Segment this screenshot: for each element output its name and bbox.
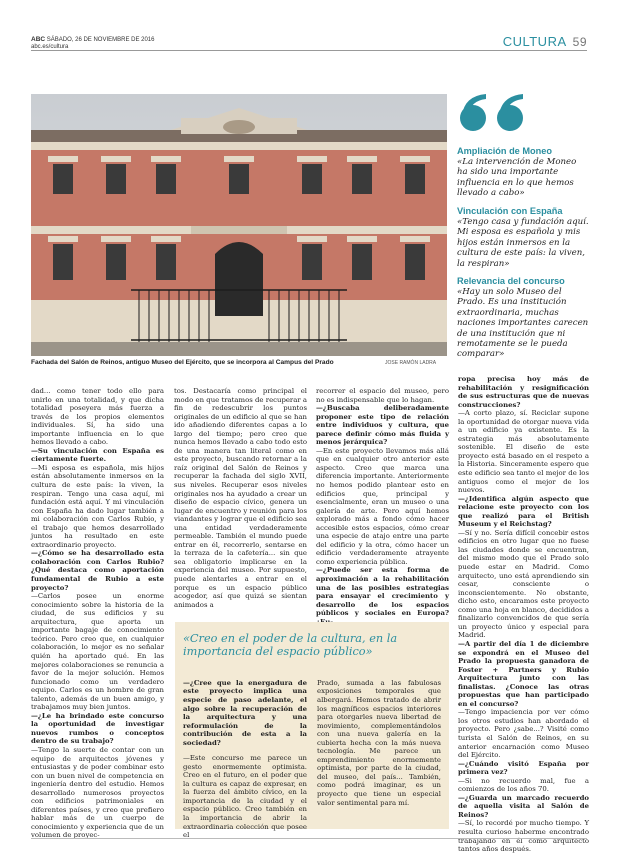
footer-rule xyxy=(31,838,587,839)
photo-caption: Fachada del Salón de Reinos, antiguo Museo del Ejército, que se incorpora al Campus del Prado xyxy=(31,359,334,366)
article-paragraph xyxy=(458,640,589,708)
pull-column-1 xyxy=(183,672,307,847)
pull-column-2 xyxy=(317,672,441,814)
interview-answer: —Sí y no. Sería difícil concebir estos edificios en otro lugar que no fuese las ciudades donde se encuentran, del mismo modo que el Prado solo puede estar en Madrid. Como arquitecto, uno está aprendiendo sin cesar, consciente o inconscientemente. No obstante, dicho esto, encaramos este proyecto como una hoja en blanco, decididos a finalizarlo convencidos de que sería un proyecto único y especial para Madrid. xyxy=(458,528,589,640)
interview-answer: —Carlos posee un enorme conocimiento sobre la historia de la ciudad, de sus edificios y su arquitectura, que aporta un importante bagaje de conocimiento teórico. Pero creo que, en cualquier colaboración, lo mejor es no señalar quién ha aportado qué. En las mejores colaboraciones se renuncia a favor de la mejor solución. Hemos funcionado como un verdadero equipo. Carlos es un hombre de gran talento, además de un buen amigo, y trabajamos muy bien juntos. xyxy=(31,592,164,712)
interview-question: —¿Guarda un marcado recuerdo de aquella visita al Salón de Reinos? xyxy=(458,793,589,819)
pull-quote-box xyxy=(175,622,449,840)
interview-answer: —En este proyecto llevamos más allá que en cualquier otro anterior este aspecto. Creo que marca una diferencia importante. Anteriormente no hemos podido plantear esto en edificios que, principal y esencialmente, eran un museo o una galería de arte. Pero aquí hemos explorado más a fondo cómo hacer accesible estos espacios, cómo crear una especie de atajo entre una parte del edificio y la otra, cómo hacer un edificio verdaderamente atrayente como experiencia pública. xyxy=(316,446,449,566)
sidebar-block-concurso xyxy=(457,276,589,360)
article-paragraph xyxy=(458,819,589,853)
interview-answer: —Si no recuerdo mal, fue a comienzos de los años 70. xyxy=(458,776,589,794)
article-paragraph xyxy=(31,447,164,464)
article-paragraph xyxy=(31,712,164,746)
interview-question: —¿Puede ser esta forma de aproximación a la rehabilitación una de las posibles estrategias para ensayar el crecimiento y desarrollo de los espacios públicos y sociales en Europa? xyxy=(316,566,449,618)
article-paragraph xyxy=(31,746,164,840)
article-paragraph xyxy=(31,592,164,712)
section-title: CULTURA xyxy=(502,34,567,49)
header-rule xyxy=(31,50,587,51)
interview-question: —A partir del día 1 de diciembre se expondrá en el Museo del Prado la propuesta ganadora de Foster + Partners y Rubio Arquitectura junto con las finalistas. ¿Conoce las otras propuestas que han participado en el concurso? xyxy=(458,639,589,708)
article-paragraph xyxy=(316,404,449,447)
article-paragraph xyxy=(316,447,449,567)
building-illustration xyxy=(31,94,447,356)
article-paragraph xyxy=(316,387,449,404)
article-paragraph xyxy=(183,679,307,747)
article-paragraph xyxy=(458,777,589,794)
interview-answer: recorrer el espacio del museo, pero no es indispensable que lo hagan. xyxy=(316,387,449,404)
interview-question: —¿Cómo se ha desarrollado esta colaboración con Carlos Rubio? ¿Qué destaca como aportación fundamental de Rubio a este proyecto? xyxy=(31,549,164,592)
article-paragraph xyxy=(31,549,164,592)
article-paragraph xyxy=(31,387,164,447)
interview-question: —¿Buscaba deliberadamente proponer este tipo de relación entre individuos y cultura, que parece definir cómo más fluida y menos jerárquica? xyxy=(316,404,449,447)
header-date: SÁBADO, 26 DE NOVIEMBRE DE 2016 xyxy=(46,37,155,43)
sidebar-quote: «La intervención de Moneo ha sido una importante influencia en lo que hemos llevado a cabo» xyxy=(457,157,577,199)
interview-answer: —Sí, lo recordé por mucho tiempo. Y resulta curioso haberme encontrado trabajando en él como arquitecto tantos años después. xyxy=(458,819,589,854)
article-paragraph xyxy=(458,794,589,820)
article-paragraph xyxy=(31,464,164,549)
sidebar-quote: «Hay un solo Museo del Prado. Es una institución extraordinaria, muchas naciones importantes carecen de una institución que ni remotamente se le pueda comparar» xyxy=(457,287,589,360)
interview-question: ropa precisa hoy más de rehabilitación y resignificación de sus estructuras que de nuevas construcciones? xyxy=(458,375,589,409)
article-paragraph xyxy=(458,708,589,759)
header-brand: ABC xyxy=(31,36,46,43)
interview-answer: —Tengo impaciencia por ver cómo los otros estudios han abordado el proyecto. Pero ¿sabe...? Visité como turista el Salón de Reinos, en su anterior encarnación como Museo del Ejército. xyxy=(458,708,589,760)
article-column-3 xyxy=(316,387,449,618)
interview-question: —¿Identifica algún aspecto que relacione este proyecto con los que realizó para el British Museum y el Reichstag? xyxy=(458,494,589,529)
interview-question: —Su vinculación con España es ciertamente fuerte. xyxy=(31,446,164,464)
interview-answer: —Mi esposa es española, mis hijos están absolutamente inmersos en la cultura de este país: la viven, la respiran. Tengo una casa aquí, mi fundación está aquí. Y mi vinculación con España ha dado lugar también a mi colaboración con Carlos Rubio, y el trabajo que hemos desarrollado juntos ha resultado en este extraordinario proyecto. xyxy=(31,463,164,549)
sidebar-title: Vinculación con España xyxy=(457,206,563,216)
article-paragraph xyxy=(458,760,589,777)
interview-question: —¿Cree que la energadura de este proyecto implica una especie de paso adelante, el algo sobre la recuperación de la arquitectura y una reformulación de la contribución de esta a la sociedad? xyxy=(183,678,307,747)
interview-answer: dad... como tener todo ello para unirlo en una totalidad, y que dicha totalidad poseyera más fuerza a través de los propios elementos individuales. Sí, ha sido una importante influencia en lo que hemos llevado a cabo. xyxy=(31,387,164,447)
sidebar-block-moneo xyxy=(457,146,589,199)
article-paragraph xyxy=(458,375,589,409)
article-paragraph xyxy=(458,409,589,494)
article-paragraph xyxy=(317,679,441,807)
section-header xyxy=(503,34,587,49)
pull-quote: «Creo en el poder de la cultura, en la importancia del espacio público» xyxy=(183,632,398,659)
article-paragraph xyxy=(458,495,589,529)
article-column-1 xyxy=(31,387,164,840)
article-paragraph xyxy=(183,754,307,839)
interview-question: —¿Le ha brindado este concurso la oportunidad de investigar nuevos rumbos o conceptos dentro de su trabajo? xyxy=(31,711,164,746)
interview-answer: —Este concurso me parece un gesto enormemente optimista. Creo en el futuro, en el poder que la cultura es capaz de expresar, en la fuerza del ámbito cívico, en la importancia de la ciudad y el espacio público. Creo también en la importancia de abrir la extraordinaria colección que posee el xyxy=(183,754,307,840)
building-photo xyxy=(31,94,447,356)
quote-marks-icon xyxy=(458,92,530,134)
sidebar-title: Relevancia del concurso xyxy=(457,276,565,286)
article-paragraph xyxy=(316,566,449,626)
interview-answer: —Tengo la suerte de contar con un equipo de arquitectos jóvenes y entusiastas y de poder combinar esto con un buen nivel de competencia en ingeniería dentro del estudio. Hemos desarrollado numerosos proyectos con edificios patrimoniales en diferentes países, y creo que prefiero hablar más de un cuerpo de conocimiento y experiencia que de un volumen de proyec- xyxy=(31,745,164,840)
interview-answer: tos. Destacaría como principal el modo en que tratamos de recuperar a fin de redescubrir los puntos originales de un edificio al que se han ido añadiendo diferentes capas a lo largo del tiempo; pero creo que nunca hemos llevado a cabo todo esto de una manera tan literal como en este proyecto, buscando retornar a la raíz original del Salón de Reinos y recuperar la fachada del siglo XVII, sus niveles. Recuperar esos niveles originales nos ha ayudado a crear un diseño de espacio cívico, genera un lugar de encuentro y reunión para los viandantes y lograr que el edificio sea una entidad verdaderamente permeable. También el mundo puede entrar en él, recorrerlo, sentarse en la terraza de la cafetería... sin que sea obligatorio implicarse en la experiencia del museo. Por supuesto, puede alentarles a entrar en el porque es un espacio público acogedor, así que quizá se sientan animados a xyxy=(174,387,307,609)
article-paragraph xyxy=(174,387,307,609)
sidebar-quote: «Tengo casa y fundación aquí. Mi esposa es española y mis hijos están inmersos en la cultura de este país: la viven, la respiran» xyxy=(457,217,589,269)
photo-credit: JOSE RAMÓN LADRA xyxy=(385,360,437,366)
article-paragraph xyxy=(458,529,589,640)
interview-question: —¿Cuándo visitó España por primera vez? xyxy=(458,759,589,777)
page-number: 59 xyxy=(572,35,587,49)
sidebar-title: Ampliación de Moneo xyxy=(457,146,552,156)
article-column-2 xyxy=(174,387,307,615)
header-site[interactable]: abc.es/cultura xyxy=(31,44,69,50)
interview-answer: Prado, sumada a las fabulosas exposiciones temporales que albergará. Hemos tratado de abrir los magníficos espacios interiores para otorgarles nueva libertad de movimiento, complementándolos con una nueva galería en la cubierta hecha con la más nueva tecnología. Me parece un emprendimiento enormemente optimista, por parte de la ciudad, del museo, del país... También, como podrá imaginar, es un proyecto que tiene un especial valor sentimental para mí. xyxy=(317,678,441,807)
sidebar-block-espana xyxy=(457,206,589,269)
article-column-4 xyxy=(458,375,589,854)
interview-answer: —A corto plazo, sí. Reciclar supone la oportunidad de otorgar nueva vida a un edificio ya existente. Es la estrategia más absolutamente sostenible. El diseño de este proyecto está basado en el respeto a la Historia. Sinceramente espero que este edificio sea tanto el mejor de los antiguos como el mejor de los nuevos. xyxy=(458,409,589,495)
header-meta xyxy=(31,36,154,51)
